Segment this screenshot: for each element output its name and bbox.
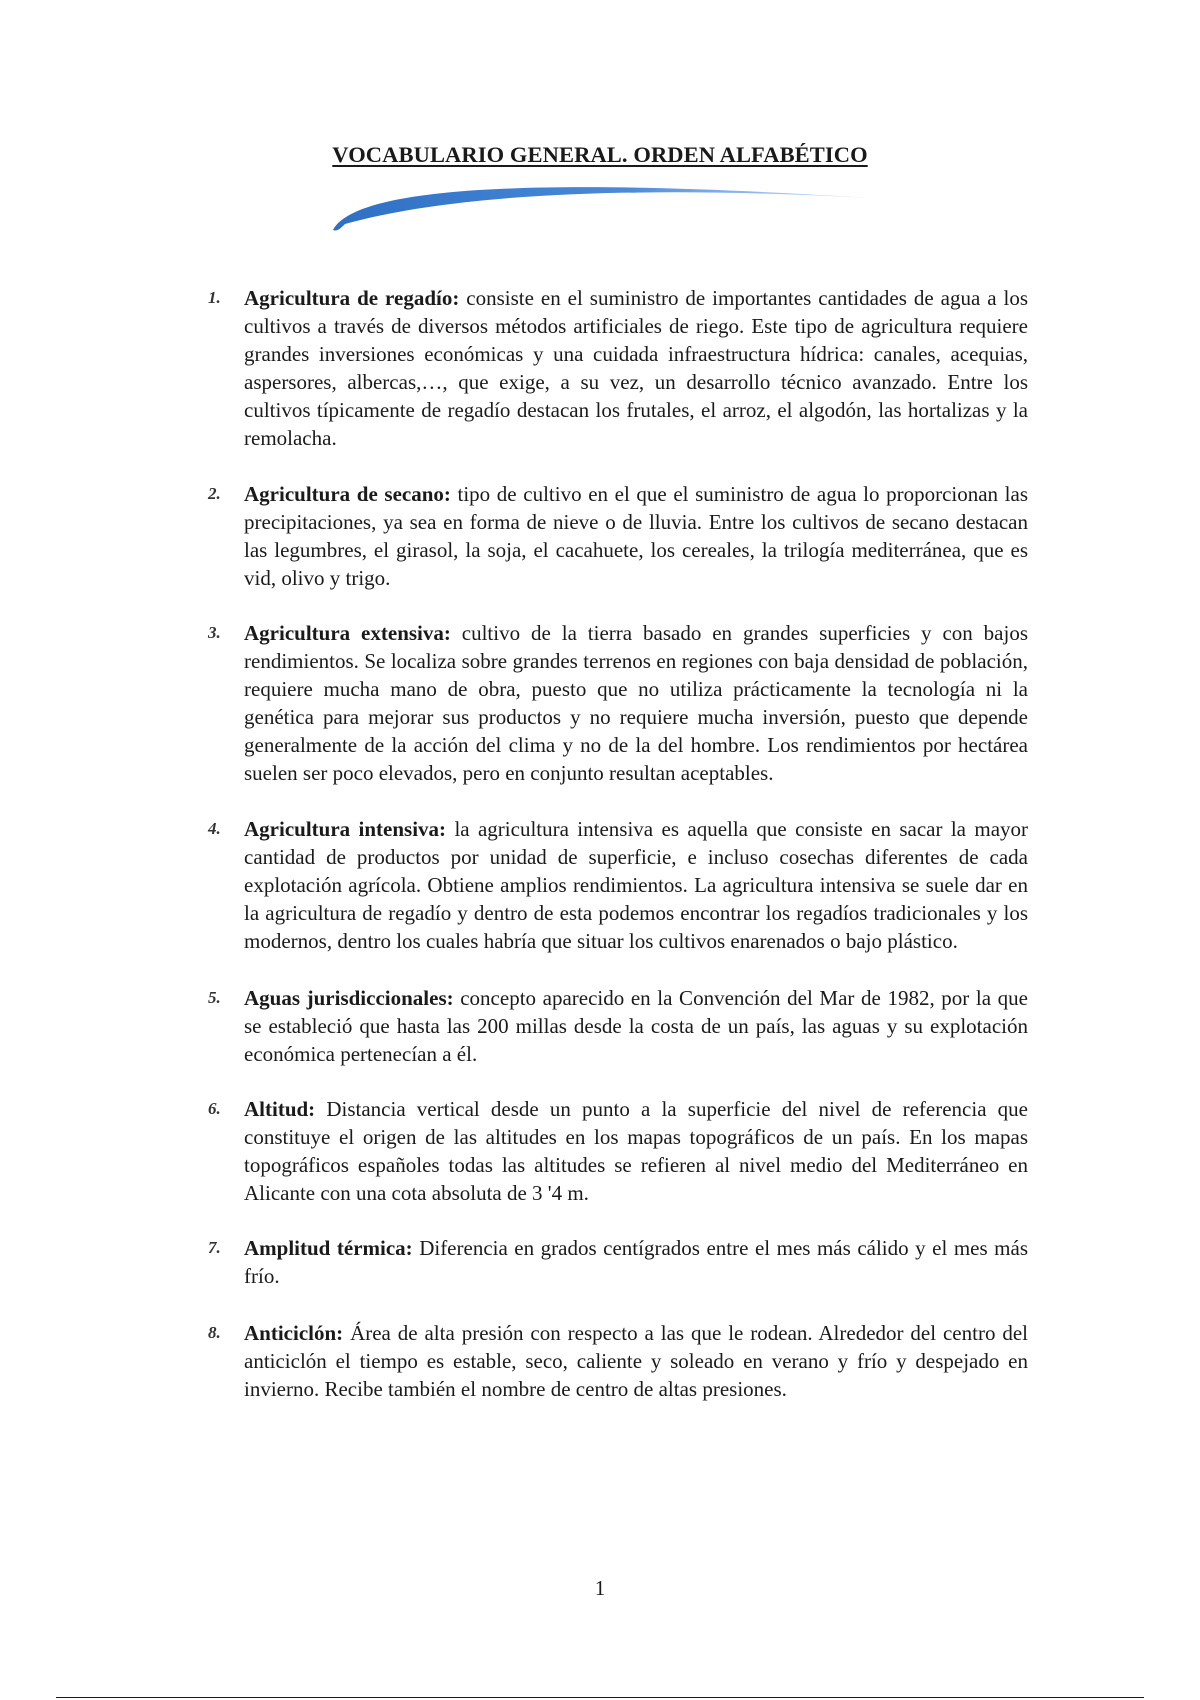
entry-term: Agricultura de regadío: bbox=[244, 286, 460, 310]
entry-definition: cultivo de la tierra basado en grandes superficies y con bajos rendimientos. Se localiza sobre grandes terrenos en regiones con baja densidad de población, requiere mucha mano de obra, puesto que no utiliza prácticamente la tecnología ni la genética para mejorar sus productos y no requiere mucha inversión, puesto que depende generalmente de la acción del clima y no de la del hombre. Los rendimientos por hectárea suelen ser poco elevados, pero en conjunto resultan aceptables. bbox=[244, 621, 1028, 785]
entry-definition: la agricultura intensiva es aquella que consiste en sacar la mayor cantidad de productos por unidad de superficie, e incluso cosechas diferentes de cada explotación agrícola. Obtiene amplios rendimientos. La agricultura intensiva se suele dar en la agricultura de regadío y dentro de esta podemos encontrar los regadíos tradicionales y los modernos, dentro los cuales habría que situar los cultivos enarenados o bajo plástico. bbox=[244, 817, 1029, 953]
page-number: 1 bbox=[594, 1576, 606, 1600]
entry-term: Agricultura de secano: bbox=[244, 482, 451, 506]
vocabulary-entry bbox=[208, 1095, 1028, 1207]
vocabulary-entry bbox=[208, 1234, 1029, 1290]
entry-definition: Área de alta presión con respecto a las que le rodean. Alrededor del centro del anticiclón el tiempo es estable, seco, caliente y soleado en verano y frío y despejado en invierno. Recibe también el nombre de centro de altas presiones. bbox=[244, 1321, 1029, 1401]
footer-divider bbox=[56, 1697, 1144, 1698]
entry-term: Amplitud térmica: bbox=[244, 1236, 413, 1260]
entry-number: 6. bbox=[208, 1099, 221, 1118]
entry-number: 3. bbox=[208, 623, 221, 642]
vocabulary-entry bbox=[208, 284, 1028, 452]
entry-number: 8. bbox=[208, 1323, 221, 1342]
entry-number: 2. bbox=[208, 484, 221, 503]
vocabulary-entry bbox=[208, 619, 1028, 787]
entry-definition: tipo de cultivo en el que el suministro de agua lo proporcionan las precipitaciones, ya sea en forma de nieve o de lluvia. Entre los cultivos de secano destacan las legumbres, el girasol, la soja, el cacahuete, los cereales, la trilogía mediterránea, que es vid, olivo y trigo. bbox=[244, 482, 1029, 590]
entry-number: 5. bbox=[208, 988, 221, 1007]
entry-term: Altitud: bbox=[244, 1097, 316, 1121]
vocabulary-entry bbox=[208, 984, 1028, 1068]
entry-number: 4. bbox=[208, 819, 221, 838]
vocabulary-entry bbox=[208, 815, 1029, 955]
entry-definition: consiste en el suministro de importantes cantidades de agua a los cultivos a través de diversos métodos artificiales de riego. Este tipo de agricultura requiere grandes inversiones económicas y una cuidada infraestructura hídrica: canales, acequias, aspersores, albercas,…, que exige, a su vez, un desarrollo técnico avanzado. Entre los cultivos típicamente de regadío destacan los frutales, el arroz, el algodón, las hortalizas y la remolacha. bbox=[244, 286, 1028, 450]
decorative-swoosh bbox=[325, 168, 885, 238]
entry-term: Agricultura intensiva: bbox=[244, 817, 447, 841]
swoosh-shape bbox=[333, 187, 870, 230]
entry-term: Anticiclón: bbox=[244, 1321, 344, 1345]
vocabulary-entry bbox=[208, 480, 1029, 592]
entry-definition: Diferencia en grados centígrados entre el mes más cálido y el mes más frío. bbox=[244, 1236, 1029, 1288]
entry-number: 1. bbox=[208, 288, 221, 307]
entry-term: Agricultura extensiva: bbox=[244, 621, 451, 645]
entry-number: 7. bbox=[208, 1238, 221, 1257]
entry-definition: concepto aparecido en la Convención del Mar de 1982, por la que se estableció que hasta las 200 millas desde la costa de un país, las aguas y su explotación económica pertenecían a él. bbox=[244, 986, 1028, 1066]
entry-definition: Distancia vertical desde un punto a la superficie del nivel de referencia que constituye el origen de las altitudes en los mapas topográficos de un país. En los mapas topográficos españoles todas las altitudes se refieren al nivel medio del Mediterráneo en Alicante con una cota absoluta de 3 '4 m. bbox=[244, 1097, 1028, 1205]
vocabulary-list bbox=[0, 284, 1200, 1403]
page-title: VOCABULARIO GENERAL. ORDEN ALFABÉTICO bbox=[332, 142, 868, 167]
vocabulary-entry bbox=[208, 1319, 1029, 1403]
entry-term: Aguas jurisdiccionales: bbox=[244, 986, 454, 1010]
